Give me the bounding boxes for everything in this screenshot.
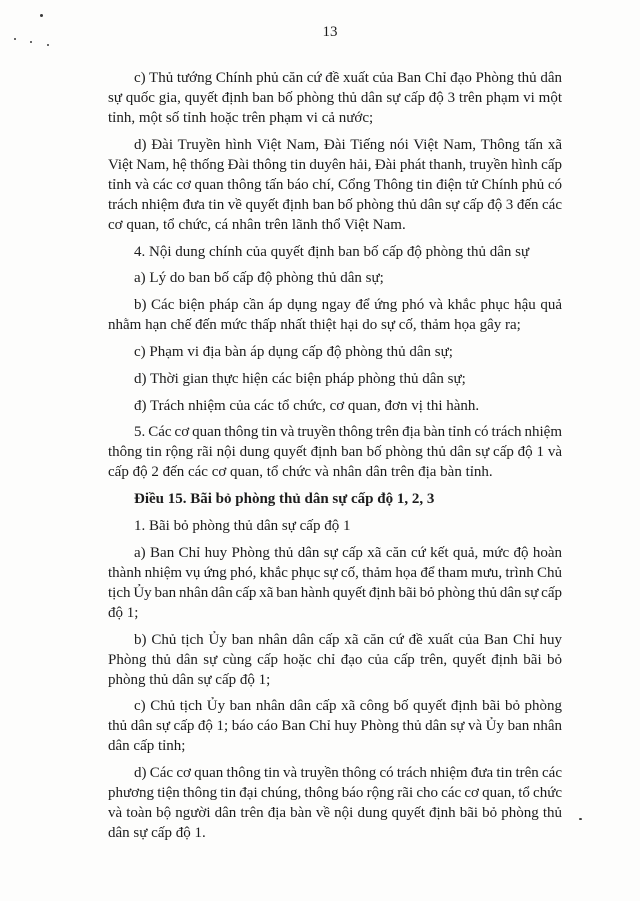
article-15-heading <box>108 489 562 509</box>
text-line: b) Chủ tịch Ủy ban nhân dân cấp xã căn cứ đề xuất của Ban Chỉ huy <box>134 631 562 648</box>
text-line: thông tin rộng rãi nội dung quyết định ban bố phòng thủ dân sự cấp độ 1 và <box>108 444 562 461</box>
text-line: dân sự cấp độ 1. <box>108 825 206 842</box>
text-line: độ 1; <box>108 604 139 621</box>
text-line: c) Thủ tướng Chính phủ căn cứ đề xuất của Ban Chỉ đạo Phòng thủ dân <box>134 70 562 86</box>
text-line: thành nhiệm vụ ứng phó, khắc phục sự cố, thảm họa để tham mưu, trình Chủ <box>108 564 562 581</box>
clause-4-intro <box>108 242 562 262</box>
text-line: a) Ban Chỉ huy Phòng thủ dân sự cấp xã căn cứ kết quả, mức độ hoàn <box>134 544 562 561</box>
clause-4-point-d <box>108 369 562 389</box>
text-line: 5. Các cơ quan thông tin và truyền thông trên địa bàn tỉnh có trách nhiệm <box>134 424 562 441</box>
text-line: cơ quan, tổ chức, cá nhân trên lãnh thổ Việt Nam. <box>108 216 406 233</box>
clause-5 <box>108 422 562 482</box>
text-line: d) Thời gian thực hiện các biện pháp phòng thủ dân sự; <box>134 370 466 387</box>
text-line: thủ dân sự cấp độ 1; báo cáo Ban Chỉ huy Phòng thủ dân sự và Ủy ban nhân <box>108 718 562 735</box>
article-15-clause-1-point-d <box>108 763 562 843</box>
text-line: cấp độ 2 đến các cơ quan, tổ chức và nhân dân trên địa bàn tỉnh. <box>108 464 493 481</box>
text-line: Việt Nam, hệ thống Đài thông tin duyên hải, Đài phát thanh, truyền hình cấp <box>108 156 562 173</box>
text-line: đ) Trách nhiệm của các tổ chức, cơ quan, đơn vị thi hành. <box>134 397 480 414</box>
text-line: phương tiện thông tin đại chúng, thông báo rộng rãi cho các cơ quan, tổ chức <box>108 785 563 802</box>
article-15-clause-1-point-a <box>108 543 562 623</box>
clause-4-point-dd <box>108 396 562 416</box>
article-15-clause-1-point-c <box>108 696 562 756</box>
text-line: tỉnh, một số tỉnh hoặc trên phạm vi cả nước; <box>108 110 374 126</box>
page-number: 13 <box>322 24 338 40</box>
text-line: tịch Ủy ban nhân dân cấp xã ban hành quyết định bãi bỏ phòng thủ dân sự cấp <box>108 584 562 601</box>
article-15-clause-1-intro <box>108 516 562 536</box>
body-text <box>108 68 562 843</box>
scan-speck <box>30 41 32 43</box>
text-line: 1. Bãi bỏ phòng thủ dân sự cấp độ 1 <box>134 517 351 534</box>
clause-4-point-a <box>108 268 562 288</box>
text-line: d) Đài Truyền hình Việt Nam, Đài Tiếng nói Việt Nam, Thông tấn xã <box>134 136 562 153</box>
text-line: 4. Nội dung chính của quyết định ban bố cấp độ phòng thủ dân sự <box>134 243 530 260</box>
text-line: Phòng thủ dân sự cùng cấp hoặc chỉ đạo của cấp trên, quyết định bãi bỏ <box>108 651 562 668</box>
clause-4-point-b <box>108 295 562 335</box>
article-15-clause-1-point-b <box>108 630 562 690</box>
text-line: b) Các biện pháp cần áp dụng ngay để ứng phó và khắc phục hậu quả <box>134 297 562 314</box>
text-line: tỉnh và các cơ quan thông tấn báo chí, Cổng Thông tin điện tử Chính phủ có <box>108 176 562 193</box>
text-line: c) Phạm vi địa bàn áp dụng cấp độ phòng thủ dân sự; <box>134 343 453 360</box>
text-line: trách nhiệm đưa tin về quyết định ban bố phòng thủ dân sự cấp độ 3 đến các <box>108 196 562 213</box>
heading-text: Điều 15. Bãi bỏ phòng thủ dân sự cấp độ 1, 2, 3 <box>134 491 435 508</box>
text-line: nhằm hạn chế đến mức thấp nhất thiệt hại do sự cố, thảm họa gây ra; <box>108 317 521 334</box>
clause-3-point-c <box>108 68 562 128</box>
clause-3-point-d <box>108 135 562 235</box>
scan-speck <box>40 14 43 17</box>
text-line: sự quốc gia, quyết định ban bố phòng thủ dân sự cấp độ 3 trên phạm vi một <box>108 90 562 106</box>
scan-speck <box>14 38 16 40</box>
text-line: d) Các cơ quan thông tin và truyền thông có trách nhiệm đưa tin trên các <box>134 765 562 782</box>
text-line: a) Lý do ban bố cấp độ phòng thủ dân sự; <box>134 270 384 287</box>
scan-speck <box>47 44 49 46</box>
text-line: và toàn bộ người dân trên địa bàn về nội dung quyết định bãi bỏ phòng thủ <box>108 805 562 822</box>
clause-4-point-c <box>108 342 562 362</box>
text-line: c) Chủ tịch Ủy ban nhân dân cấp xã công bố quyết định bãi bỏ phòng <box>134 698 562 715</box>
text-line: dân cấp tỉnh; <box>108 738 186 755</box>
text-line: phòng thủ dân sự cấp độ 1; <box>108 671 271 688</box>
scan-speck <box>579 818 582 820</box>
